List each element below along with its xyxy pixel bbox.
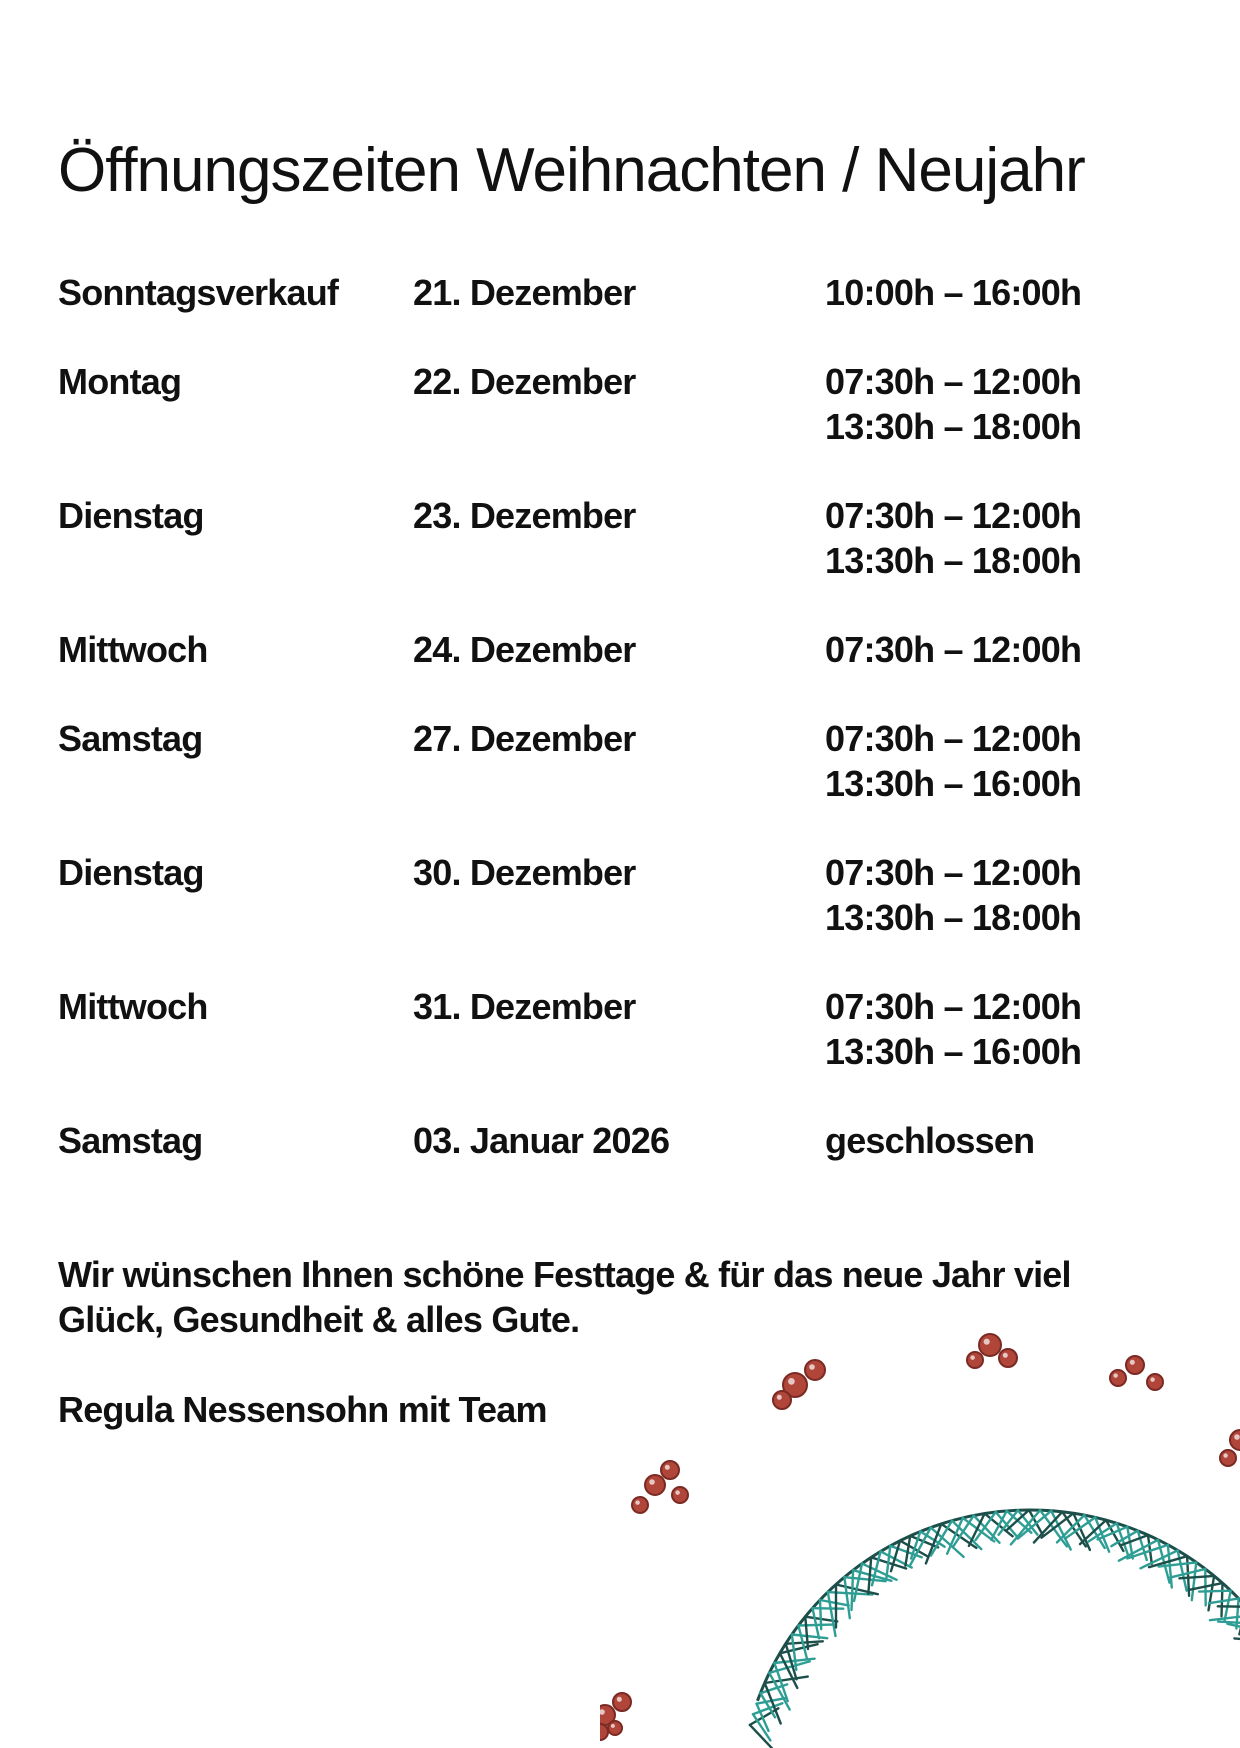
schedule-date: 23. Dezember xyxy=(413,495,636,536)
schedule-date: 31. Dezember xyxy=(413,986,636,1027)
schedule-row xyxy=(58,359,1188,493)
berry xyxy=(645,1475,665,1495)
schedule-row xyxy=(58,627,1188,716)
christmas-wreath-icon xyxy=(600,1330,1240,1748)
schedule-row xyxy=(58,716,1188,850)
schedule-date: 24. Dezember xyxy=(413,629,636,670)
schedule-time: 13:30h – 18:00h xyxy=(825,897,1082,938)
schedule-times xyxy=(825,850,1188,984)
berry xyxy=(979,1334,1001,1356)
schedule-time: 07:30h – 12:00h xyxy=(825,495,1082,536)
schedule-time: 13:30h – 18:00h xyxy=(825,540,1082,581)
schedule-times xyxy=(825,270,1188,359)
schedule-times xyxy=(825,359,1188,493)
signature: Regula Nessensohn mit Team xyxy=(58,1389,547,1430)
wreath-branches xyxy=(750,1510,1240,1748)
schedule-day: Mittwoch xyxy=(58,986,208,1027)
schedule-day: Dienstag xyxy=(58,852,204,893)
schedule-time: 07:30h – 12:00h xyxy=(825,852,1082,893)
schedule-time: 07:30h – 12:00h xyxy=(825,629,1082,670)
schedule-row xyxy=(58,493,1188,627)
schedule-day: Mittwoch xyxy=(58,629,208,670)
schedule-date: 21. Dezember xyxy=(413,272,636,313)
schedule-row xyxy=(58,1118,1188,1207)
schedule-day: Dienstag xyxy=(58,495,204,536)
berry xyxy=(1110,1370,1126,1386)
schedule-day: Montag xyxy=(58,361,182,402)
schedule-time: 10:00h – 16:00h xyxy=(825,272,1082,313)
schedule-row xyxy=(58,850,1188,984)
schedule-date: 30. Dezember xyxy=(413,852,636,893)
schedule-times xyxy=(825,627,1188,716)
schedule-row xyxy=(58,270,1188,359)
schedule-day: Samstag xyxy=(58,718,203,759)
schedule-date: 03. Januar 2026 xyxy=(413,1120,670,1161)
schedule-time: 13:30h – 18:00h xyxy=(825,406,1082,447)
schedule-times xyxy=(825,493,1188,627)
schedule-status: geschlossen xyxy=(825,1120,1035,1161)
berry xyxy=(805,1360,825,1380)
berry xyxy=(600,1724,608,1740)
schedule-day: Sonntagsverkauf xyxy=(58,272,339,313)
schedule-date: 27. Dezember xyxy=(413,718,636,759)
schedule-time: 07:30h – 12:00h xyxy=(825,986,1082,1027)
schedule-time: 13:30h – 16:00h xyxy=(825,1031,1082,1072)
opening-hours-schedule xyxy=(58,270,1188,1207)
berry xyxy=(1147,1374,1163,1390)
berry xyxy=(672,1487,688,1503)
berry xyxy=(1220,1450,1236,1466)
schedule-date: 22. Dezember xyxy=(413,361,636,402)
berry xyxy=(1230,1430,1240,1450)
holiday-greeting: Wir wünschen Ihnen schöne Festtage & für das neue Jahr viel Glück, Gesundheit & alles Gute. xyxy=(58,1254,1071,1340)
berry xyxy=(1126,1356,1144,1374)
page-title: Öffnungszeiten Weihnachten / Neujahr xyxy=(58,136,1085,205)
schedule-row xyxy=(58,984,1188,1118)
schedule-times xyxy=(825,716,1188,850)
berry xyxy=(967,1352,983,1368)
berry xyxy=(632,1497,648,1513)
berry xyxy=(661,1461,679,1479)
schedule-times xyxy=(825,1118,1188,1207)
berry xyxy=(608,1721,622,1735)
schedule-time: 13:30h – 16:00h xyxy=(825,763,1082,804)
berry xyxy=(773,1391,791,1409)
schedule-time: 07:30h – 12:00h xyxy=(825,718,1082,759)
schedule-times xyxy=(825,984,1188,1118)
schedule-time: 07:30h – 12:00h xyxy=(825,361,1082,402)
berry xyxy=(613,1693,631,1711)
berry xyxy=(999,1349,1017,1367)
schedule-day: Samstag xyxy=(58,1120,203,1161)
